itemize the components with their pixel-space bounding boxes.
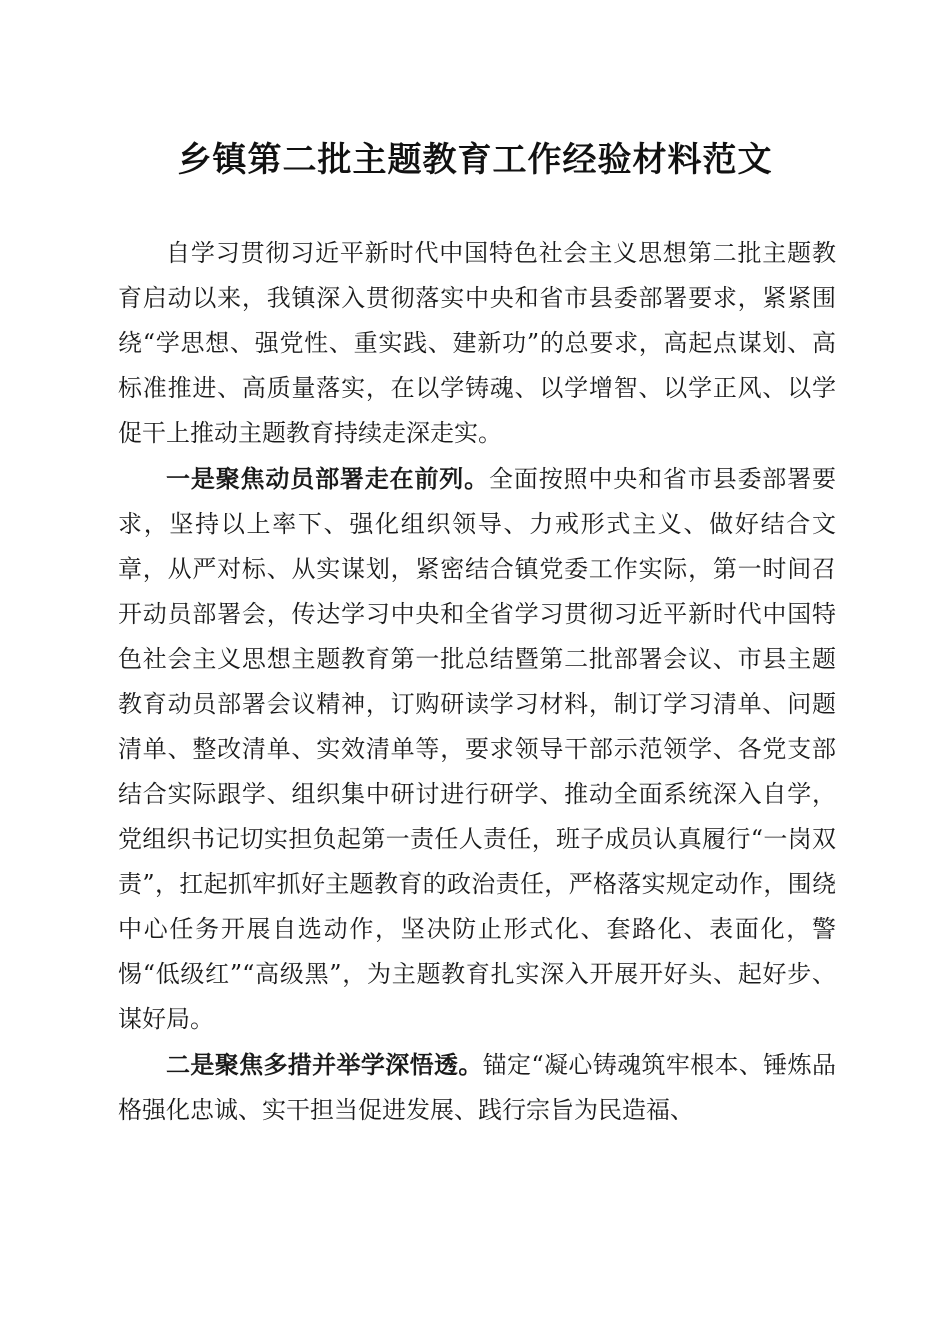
paragraph-text: 全面按照中央和省市县委部署要求，坚持以上率下、强化组织领导、力戒形式主义、做好结合文章，从严对标、从实谋划，紧密结合镇党委工作实际，第一时间召开动员部署会，传达学习中央和全省学习贯彻习近平新时代中国特色社会主义思想主题教育第一批总结暨第二批部署会议、市县主题教育动员部署会议精神，订购研读学习材料，制订学习清单、问题清单、整改清单、实效清单等，要求领导干部示范领学、各党支部结合实际跟学、组织集中研讨进行研学、推动全面系统深入自学，党组织书记切实担负起第一责任人责任，班子成员认真履行“一岗双责”，扛起抓牢抓好主题教育的政治责任，严格落实规定动作，围绕中心任务开展自选动作，坚决防止形式化、套路化、表面化，警惕“低级红”“高级黑”，为主题教育扎实深入开展开好头、起好步、谋好局。 (118, 465, 836, 1033)
paragraph-point-two (118, 1042, 836, 1133)
document-title: 乡镇第二批主题教育工作经验材料范文 (177, 140, 773, 180)
paragraph-lead: 二是聚焦多措并举学深悟透。 (166, 1050, 483, 1079)
document-body (118, 230, 836, 1133)
paragraph-lead: 一是聚焦动员部署走在前列。 (166, 464, 489, 493)
paragraph-point-one (118, 456, 836, 1042)
paragraph-intro (118, 230, 836, 456)
paragraph-text: 自学习贯彻习近平新时代中国特色社会主义思想第二批主题教育启动以来，我镇深入贯彻落实中央和省市县委部署要求，紧紧围绕“学思想、强党性、重实践、建新功”的总要求，高起点谋划、高标准推进、高质量落实，在以学铸魂、以学增智、以学正风、以学促干上推动主题教育持续走深走实。 (118, 239, 836, 447)
paragraph-text: 锚定“凝心铸魂筑牢根本、锤炼品格强化忠诚、实干担当促进发展、践行宗旨为民造福、 (118, 1051, 836, 1124)
